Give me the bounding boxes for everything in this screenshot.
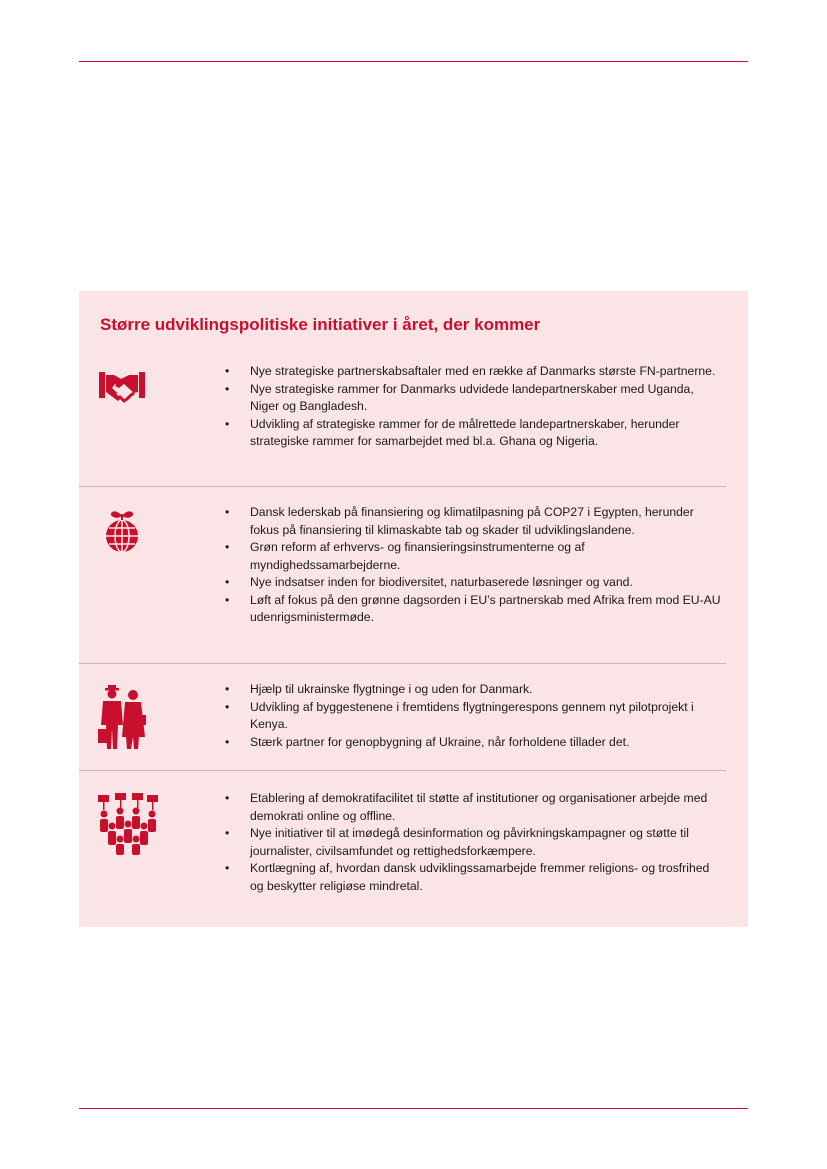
list-item: • Kortlægning af, hvordan dansk udviklingssamarbejde fremmer religions- og trosfrihed og beskytter religiøse mindretal. xyxy=(225,860,725,895)
list-item: • Nye strategiske partnerskabsaftaler med en række af Danmarks største FN-partnerne. xyxy=(225,363,725,381)
bullet-list xyxy=(225,363,725,451)
bullet-list xyxy=(225,790,725,895)
list-item: • Etablering af demokratifacilitet til støtte af institutioner og organisationer arbejde med demokrati online og offline. xyxy=(225,790,725,825)
section-divider xyxy=(79,486,726,487)
section-divider xyxy=(79,663,726,664)
list-item: • Nye indsatser inden for biodiversitet, naturbaserede løsninger og vand. xyxy=(225,574,725,592)
protest-crowd-icon xyxy=(98,793,146,855)
list-item: • Hjælp til ukrainske flygtninge i og uden for Danmark. xyxy=(225,681,725,699)
header-rule xyxy=(79,61,748,62)
bullet-list xyxy=(225,504,725,627)
list-item: • Løft af fokus på den grønne dagsorden i EU’s partnerskab med Afrika frem mod EU-AU udenrigsministermøde. xyxy=(225,592,725,627)
list-item: • Dansk lederskab på finansiering og klimatilpasning på COP27 i Egypten, herunder fokus på finansiering til klimaskabte tab og skader til udviklingslandene. xyxy=(225,504,725,539)
initiatives-box xyxy=(79,291,748,927)
list-item: • Udvikling af byggestenene i fremtidens flygtningerespons gennem nyt pilotprojekt i Kenya. xyxy=(225,699,725,734)
handshake-icon xyxy=(98,366,146,414)
section-divider xyxy=(79,770,726,771)
box-title: Større udviklingspolitiske initiativer i året, der kommer xyxy=(100,315,541,334)
list-item: • Nye strategiske rammer for Danmarks udvidede landepartnerskaber med Uganda, Niger og Bangladesh. xyxy=(225,381,725,416)
refugees-icon xyxy=(98,685,146,751)
list-item: • Udvikling af strategiske rammer for de målrettede landepartnerskaber, herunder strategiske rammer for samarbejdet med bl.a. Ghana og Nigeria. xyxy=(225,416,725,451)
list-item: • Grøn reform af erhvervs- og finansieringsinstrumenterne og af myndighedssamarbejderne. xyxy=(225,539,725,574)
footer-rule xyxy=(79,1108,748,1109)
globe-sprout-icon xyxy=(98,507,146,555)
list-item: • Stærk partner for genopbygning af Ukraine, når forholdene tillader det. xyxy=(225,734,725,752)
bullet-list xyxy=(225,681,725,751)
list-item: • Nye initiativer til at imødegå desinformation og påvirkningskampagner og støtte til journalister, civilsamfundet og rettighedsforkæmpere. xyxy=(225,825,725,860)
